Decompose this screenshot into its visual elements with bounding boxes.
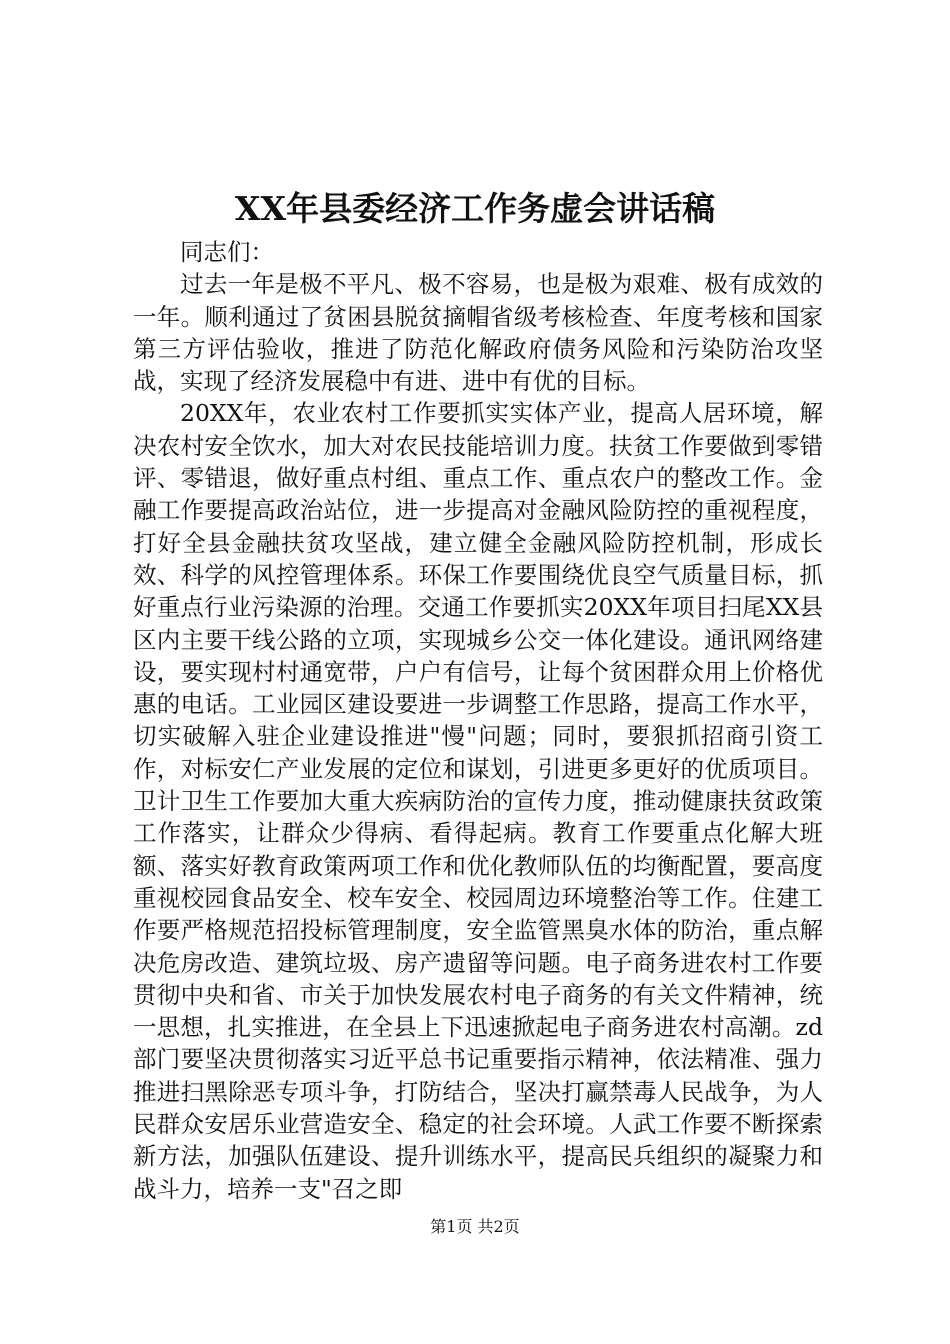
document-body	[133, 236, 823, 1205]
salutation: 同志们：	[180, 238, 274, 266]
document-title: XX年县委经济工作务虚会讲话稿	[234, 189, 716, 228]
paragraph-2: 20XX年，农业农村工作要抓实实体产业，提高人居环境，解决农村安全饮水，加大对农民技能培训力度。扶贫工作要做到零错评、零错退，做好重点村组、重点工作、重点农户的整改工作。金融工作要提高政治站位，进一步提高对金融风险防控的重视程度，打好全县金融扶贫攻坚战，建立健全金融风险防控机制，形成长效、科学的风控管理体系。环保工作要围绕优良空气质量目标，抓好重点行业污染源的治理。交通工作要抓实20XX年项目扫尾XX县区内主要干线公路的立项，实现城乡公交一体化建设。通讯网络建设，要实现村村通宽带，户户有信号，让每个贫困群众用上价格优惠的电话。工业园区建设要进一步调整工作思路，提高工作水平，切实破解入驻企业建设推进"慢"问题；同时，要狠抓招商引资工作，对标安仁产业发展的定位和谋划，引进更多更好的优质项目。卫计卫生工作要加大重大疾病防治的宣传力度，推动健康扶贫政策工作落实，让群众少得病、看得起病。教育工作要重点化解大班额、落实好教育政策两项工作和优化教师队伍的均衡配置，要高度重视校园食品安全、校车安全、校园周边环境整治等工作。住建工作要严格规范招投标管理制度，安全监管黑臭水体的防治，重点解决危房改造、建筑垃圾、房产遗留等问题。电子商务进农村工作要贯彻中央和省、市关于加快发展农村电子商务的有关文件精神，统一思想，扎实推进，在全县上下迅速掀起电子商务进农村高潮。zd部门要坚决贯彻落实习近平总书记重要指示精神，依法精准、强力推进扫黑除恶专项斗争，打防结合，坚决打赢禁毒人民战争，为人民群众安居乐业营造安全、稳定的社会环境。人武工作要不断探索新方法，加强队伍建设、提升训练水平，提高民兵组织的凝聚力和战斗力，培养一支"召之即	[133, 399, 823, 1203]
page-indicator: 第1页 共2页	[430, 1217, 520, 1236]
paragraph-1: 过去一年是极不平凡、极不容易，也是极为艰难、极有成效的一年。顺利通过了贫困县脱贫摘帽省级考核检查、年度考核和国家第三方评估验收，推进了防范化解政府债务风险和污染防治攻坚战，实现了经济发展稳中有进、进中有优的目标。	[133, 270, 823, 396]
